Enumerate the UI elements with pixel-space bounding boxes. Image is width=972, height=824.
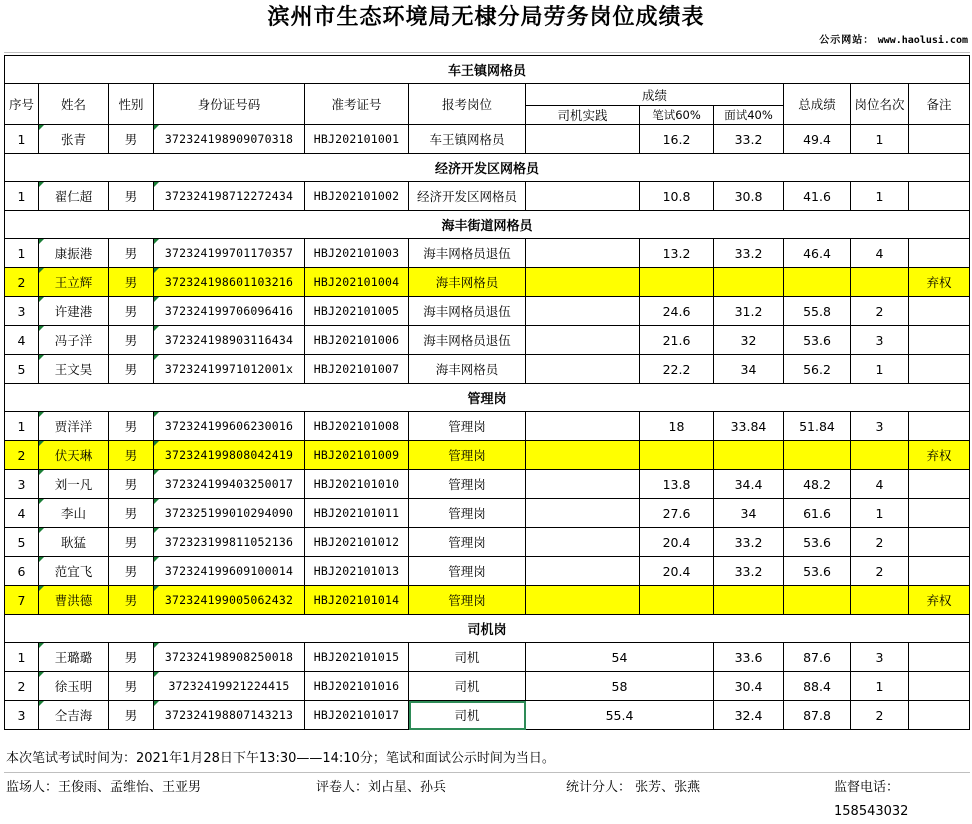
header-remark[interactable]: 备注 — [909, 84, 970, 125]
table-row — [5, 125, 970, 154]
name-cell[interactable]: 耿猛 — [39, 528, 109, 557]
seq-cell[interactable]: 4 — [5, 326, 39, 355]
remark-cell[interactable] — [909, 643, 970, 672]
section-row — [5, 154, 970, 182]
interview-cell[interactable]: 34.4 — [714, 470, 784, 499]
remark-cell[interactable]: 弃权 — [909, 441, 970, 470]
section-row — [5, 56, 970, 84]
interview-cell[interactable]: 32.4 — [714, 701, 784, 730]
graders-text: 评卷人：刘占星、孙兵 — [316, 780, 447, 795]
practice-cell[interactable] — [526, 239, 640, 268]
section-title[interactable]: 经济开发区网格员 — [5, 154, 970, 182]
name-cell[interactable]: 李山 — [39, 499, 109, 528]
gender-cell[interactable]: 男 — [109, 643, 154, 672]
ticket-cell[interactable]: HBJ202101011 — [305, 499, 409, 528]
gender-cell[interactable]: 男 — [109, 297, 154, 326]
rank-cell[interactable]: 2 — [851, 297, 909, 326]
name-cell[interactable]: 康振港 — [39, 239, 109, 268]
seq-cell[interactable]: 1 — [5, 239, 39, 268]
seq-cell[interactable]: 2 — [5, 672, 39, 701]
rank-cell[interactable] — [851, 441, 909, 470]
total-cell[interactable]: 88.4 — [784, 672, 851, 701]
total-cell[interactable]: 87.8 — [784, 701, 851, 730]
remark-cell[interactable] — [909, 326, 970, 355]
exam-time-note: 本次笔试考试时间为：2021年1月28日下午13:30——14:10分；笔试和面试公示时间为当日。 — [6, 751, 555, 766]
name-cell[interactable]: 翟仁超 — [39, 182, 109, 211]
interview-cell[interactable]: 30.8 — [714, 182, 784, 211]
post-cell[interactable]: 司机 — [409, 701, 526, 730]
total-cell[interactable]: 56.2 — [784, 355, 851, 384]
ticket-cell[interactable]: HBJ202101010 — [305, 470, 409, 499]
section-row — [5, 211, 970, 239]
rank-cell[interactable]: 4 — [851, 239, 909, 268]
name-cell[interactable]: 张青 — [39, 125, 109, 154]
id-cell[interactable]: 372324199701170357 — [154, 239, 305, 268]
remark-cell[interactable] — [909, 355, 970, 384]
table-row — [5, 355, 970, 384]
gender-cell[interactable]: 男 — [109, 239, 154, 268]
remark-cell[interactable] — [909, 182, 970, 211]
post-cell[interactable]: 海丰网格员 — [409, 355, 526, 384]
id-cell[interactable]: 372324198909070318 — [154, 125, 305, 154]
rank-cell[interactable] — [851, 268, 909, 297]
id-cell[interactable]: 372324199403250017 — [154, 470, 305, 499]
practice-cell[interactable] — [526, 557, 640, 586]
website-url[interactable]: www.haolusi.com — [877, 35, 968, 46]
interview-cell[interactable]: 33.6 — [714, 643, 784, 672]
post-cell[interactable]: 管理岗 — [409, 499, 526, 528]
name-cell[interactable]: 范宜飞 — [39, 557, 109, 586]
total-cell[interactable] — [784, 586, 851, 615]
remark-cell[interactable] — [909, 528, 970, 557]
written-cell[interactable]: 27.6 — [640, 499, 714, 528]
total-cell[interactable]: 51.84 — [784, 412, 851, 441]
rank-cell[interactable]: 1 — [851, 672, 909, 701]
table-row — [5, 441, 970, 470]
table-row — [5, 326, 970, 355]
remark-cell[interactable] — [909, 125, 970, 154]
seq-cell[interactable]: 7 — [5, 586, 39, 615]
ticket-cell[interactable]: HBJ202101015 — [305, 643, 409, 672]
seq-cell[interactable]: 1 — [5, 125, 39, 154]
table-row — [5, 557, 970, 586]
practice-cell[interactable] — [526, 412, 640, 441]
total-cell[interactable]: 55.8 — [784, 297, 851, 326]
table-row — [5, 672, 970, 701]
header-gender[interactable]: 性别 — [109, 84, 154, 125]
id-cell[interactable]: 37232419921224415 — [154, 672, 305, 701]
total-cell[interactable]: 41.6 — [784, 182, 851, 211]
practice-cell[interactable]: 54 — [526, 643, 714, 672]
id-cell[interactable]: 372324199808042419 — [154, 441, 305, 470]
seq-cell[interactable]: 1 — [5, 412, 39, 441]
header-seq[interactable]: 序号 — [5, 84, 39, 125]
table-row — [5, 470, 970, 499]
header-name[interactable]: 姓名 — [39, 84, 109, 125]
tallies-text: 统计分人： 张芳、张燕 — [566, 780, 701, 795]
gender-cell[interactable]: 男 — [109, 499, 154, 528]
website-notice — [819, 33, 968, 49]
header-post[interactable]: 报考岗位 — [409, 84, 526, 125]
id-cell[interactable]: 372324198908250018 — [154, 643, 305, 672]
table-row — [5, 499, 970, 528]
section-row — [5, 615, 970, 643]
seq-cell[interactable]: 3 — [5, 297, 39, 326]
gender-cell[interactable]: 男 — [109, 182, 154, 211]
seq-cell[interactable]: 5 — [5, 528, 39, 557]
written-cell[interactable]: 20.4 — [640, 528, 714, 557]
practice-cell[interactable] — [526, 182, 640, 211]
written-cell[interactable]: 20.4 — [640, 557, 714, 586]
total-cell[interactable]: 53.6 — [784, 326, 851, 355]
header-practice[interactable]: 司机实践 — [526, 106, 640, 125]
interview-cell[interactable] — [714, 586, 784, 615]
post-cell[interactable]: 管理岗 — [409, 586, 526, 615]
total-cell[interactable]: 46.4 — [784, 239, 851, 268]
practice-cell[interactable] — [526, 499, 640, 528]
interview-cell[interactable]: 33.2 — [714, 557, 784, 586]
ticket-cell[interactable]: HBJ202101008 — [305, 412, 409, 441]
remark-cell[interactable] — [909, 701, 970, 730]
interview-cell[interactable]: 33.84 — [714, 412, 784, 441]
remark-cell[interactable]: 弃权 — [909, 586, 970, 615]
section-title[interactable]: 司机岗 — [5, 615, 970, 643]
section-title[interactable]: 海丰街道网格员 — [5, 211, 970, 239]
gender-cell[interactable]: 男 — [109, 701, 154, 730]
ticket-cell[interactable]: HBJ202101002 — [305, 182, 409, 211]
header-ticket[interactable]: 准考证号 — [305, 84, 409, 125]
post-cell[interactable]: 管理岗 — [409, 528, 526, 557]
post-cell[interactable]: 海丰网格员 — [409, 268, 526, 297]
rank-cell[interactable]: 2 — [851, 701, 909, 730]
post-cell[interactable]: 管理岗 — [409, 557, 526, 586]
table-row — [5, 182, 970, 211]
gender-cell[interactable]: 男 — [109, 412, 154, 441]
ticket-cell[interactable]: HBJ202101001 — [305, 125, 409, 154]
seq-cell[interactable]: 2 — [5, 441, 39, 470]
written-cell[interactable]: 22.2 — [640, 355, 714, 384]
section-row — [5, 384, 970, 412]
ticket-cell[interactable]: HBJ202101016 — [305, 672, 409, 701]
footer-divider — [4, 772, 970, 773]
id-cell[interactable]: 372325199010294090 — [154, 499, 305, 528]
post-cell[interactable]: 司机 — [409, 643, 526, 672]
written-cell[interactable] — [640, 268, 714, 297]
id-cell[interactable]: 372324199609100014 — [154, 557, 305, 586]
rank-cell[interactable] — [851, 586, 909, 615]
proctors-text: 监场人：王俊雨、孟维怡、王亚男 — [6, 780, 202, 795]
practice-cell[interactable] — [526, 470, 640, 499]
remark-cell[interactable] — [909, 672, 970, 701]
seq-cell[interactable]: 3 — [5, 701, 39, 730]
id-cell[interactable]: 372324199606230016 — [154, 412, 305, 441]
total-cell[interactable]: 53.6 — [784, 557, 851, 586]
header-id[interactable]: 身份证号码 — [154, 84, 305, 125]
name-cell[interactable]: 伏天琳 — [39, 441, 109, 470]
ticket-cell[interactable]: HBJ202101006 — [305, 326, 409, 355]
seq-cell[interactable]: 2 — [5, 268, 39, 297]
practice-cell[interactable] — [526, 326, 640, 355]
gender-cell[interactable]: 男 — [109, 586, 154, 615]
name-cell[interactable]: 王璐璐 — [39, 643, 109, 672]
gender-cell[interactable]: 男 — [109, 470, 154, 499]
name-cell[interactable]: 王文昊 — [39, 355, 109, 384]
gender-cell[interactable]: 男 — [109, 125, 154, 154]
section-title[interactable]: 管理岗 — [5, 384, 970, 412]
interview-cell[interactable]: 34 — [714, 499, 784, 528]
rank-cell[interactable]: 1 — [851, 355, 909, 384]
written-cell[interactable]: 13.2 — [640, 239, 714, 268]
name-cell[interactable]: 仝吉海 — [39, 701, 109, 730]
written-cell[interactable]: 21.6 — [640, 326, 714, 355]
post-cell[interactable]: 车王镇网格员 — [409, 125, 526, 154]
interview-cell[interactable] — [714, 441, 784, 470]
practice-cell[interactable] — [526, 586, 640, 615]
practice-cell[interactable]: 58 — [526, 672, 714, 701]
ticket-cell[interactable]: HBJ202101003 — [305, 239, 409, 268]
remark-cell[interactable] — [909, 297, 970, 326]
id-cell[interactable]: 372324198903116434 — [154, 326, 305, 355]
total-cell[interactable] — [784, 268, 851, 297]
seq-cell[interactable]: 6 — [5, 557, 39, 586]
seq-cell[interactable]: 3 — [5, 470, 39, 499]
practice-cell[interactable]: 55.4 — [526, 701, 714, 730]
rank-cell[interactable]: 3 — [851, 412, 909, 441]
table-row — [5, 297, 970, 326]
total-cell[interactable] — [784, 441, 851, 470]
ticket-cell[interactable]: HBJ202101013 — [305, 557, 409, 586]
ticket-cell[interactable]: HBJ202101004 — [305, 268, 409, 297]
table-row — [5, 586, 970, 615]
score-table — [4, 55, 970, 730]
gender-cell[interactable]: 男 — [109, 326, 154, 355]
ticket-cell[interactable]: HBJ202101005 — [305, 297, 409, 326]
written-cell[interactable] — [640, 441, 714, 470]
practice-cell[interactable] — [526, 297, 640, 326]
post-cell[interactable]: 管理岗 — [409, 470, 526, 499]
post-cell[interactable]: 经济开发区网格员 — [409, 182, 526, 211]
id-cell[interactable]: 372324198807143213 — [154, 701, 305, 730]
seq-cell[interactable]: 5 — [5, 355, 39, 384]
id-cell[interactable]: 372324198601103216 — [154, 268, 305, 297]
table-row — [5, 239, 970, 268]
header-written[interactable]: 笔试60% — [640, 106, 714, 125]
hotline-text: 监督电话：158543032 — [834, 780, 909, 819]
practice-cell[interactable] — [526, 268, 640, 297]
rank-cell[interactable]: 2 — [851, 528, 909, 557]
gender-cell[interactable]: 男 — [109, 557, 154, 586]
id-cell[interactable]: 372323199811052136 — [154, 528, 305, 557]
total-cell[interactable]: 61.6 — [784, 499, 851, 528]
header-score-group[interactable]: 成绩 — [526, 84, 784, 106]
remark-cell[interactable] — [909, 557, 970, 586]
rank-cell[interactable]: 1 — [851, 182, 909, 211]
written-cell[interactable]: 10.8 — [640, 182, 714, 211]
website-label: 公示网站： — [819, 35, 875, 46]
id-cell[interactable]: 372324199706096416 — [154, 297, 305, 326]
written-cell[interactable]: 18 — [640, 412, 714, 441]
rank-cell[interactable]: 3 — [851, 643, 909, 672]
id-cell[interactable]: 37232419971012001x — [154, 355, 305, 384]
interview-cell[interactable]: 32 — [714, 326, 784, 355]
header-total[interactable]: 总成绩 — [784, 84, 851, 125]
post-cell[interactable]: 海丰网格员退伍 — [409, 297, 526, 326]
post-cell[interactable]: 管理岗 — [409, 412, 526, 441]
table-row — [5, 412, 970, 441]
rank-cell[interactable]: 1 — [851, 125, 909, 154]
total-cell[interactable]: 53.6 — [784, 528, 851, 557]
name-cell[interactable]: 王立辉 — [39, 268, 109, 297]
remark-cell[interactable] — [909, 470, 970, 499]
table-row — [5, 528, 970, 557]
ticket-cell[interactable]: HBJ202101012 — [305, 528, 409, 557]
written-cell[interactable]: 16.2 — [640, 125, 714, 154]
written-cell[interactable] — [640, 586, 714, 615]
remark-cell[interactable] — [909, 412, 970, 441]
header-rank[interactable]: 岗位名次 — [851, 84, 909, 125]
ticket-cell[interactable]: HBJ202101017 — [305, 701, 409, 730]
total-cell[interactable]: 48.2 — [784, 470, 851, 499]
ticket-cell[interactable]: HBJ202101009 — [305, 441, 409, 470]
interview-cell[interactable]: 30.4 — [714, 672, 784, 701]
section-title[interactable]: 车王镇网格员 — [5, 56, 970, 84]
name-cell[interactable]: 许建港 — [39, 297, 109, 326]
gender-cell[interactable]: 男 — [109, 672, 154, 701]
rank-cell[interactable]: 2 — [851, 557, 909, 586]
interview-cell[interactable]: 33.2 — [714, 528, 784, 557]
header-interview[interactable]: 面试40% — [714, 106, 784, 125]
seq-cell[interactable]: 1 — [5, 182, 39, 211]
practice-cell[interactable] — [526, 125, 640, 154]
gender-cell[interactable]: 男 — [109, 268, 154, 297]
written-cell[interactable]: 24.6 — [640, 297, 714, 326]
name-cell[interactable]: 徐玉明 — [39, 672, 109, 701]
rank-cell[interactable]: 4 — [851, 470, 909, 499]
gender-cell[interactable]: 男 — [109, 528, 154, 557]
post-cell[interactable]: 海丰网格员退伍 — [409, 239, 526, 268]
id-cell[interactable]: 372324198712272434 — [154, 182, 305, 211]
remark-cell[interactable] — [909, 239, 970, 268]
rank-cell[interactable]: 1 — [851, 499, 909, 528]
practice-cell[interactable] — [526, 528, 640, 557]
gender-cell[interactable]: 男 — [109, 355, 154, 384]
post-cell[interactable]: 司机 — [409, 672, 526, 701]
gender-cell[interactable]: 男 — [109, 441, 154, 470]
name-cell[interactable]: 刘一凡 — [39, 470, 109, 499]
total-cell[interactable]: 49.4 — [784, 125, 851, 154]
ticket-cell[interactable]: HBJ202101014 — [305, 586, 409, 615]
title-divider — [4, 52, 970, 53]
written-cell[interactable]: 13.8 — [640, 470, 714, 499]
interview-cell[interactable]: 31.2 — [714, 297, 784, 326]
total-cell[interactable]: 87.6 — [784, 643, 851, 672]
interview-cell[interactable]: 33.2 — [714, 239, 784, 268]
seq-cell[interactable]: 4 — [5, 499, 39, 528]
practice-cell[interactable] — [526, 441, 640, 470]
interview-cell[interactable] — [714, 268, 784, 297]
page-title: 滨州市生态环境局无棣分局劳务岗位成绩表 — [267, 4, 705, 30]
table-row — [5, 701, 970, 730]
header-row — [5, 84, 970, 106]
table-row — [5, 268, 970, 297]
interview-cell[interactable]: 34 — [714, 355, 784, 384]
seq-cell[interactable]: 1 — [5, 643, 39, 672]
id-cell[interactable]: 372324199005062432 — [154, 586, 305, 615]
name-cell[interactable]: 曹洪德 — [39, 586, 109, 615]
name-cell[interactable]: 冯子洋 — [39, 326, 109, 355]
post-cell[interactable]: 管理岗 — [409, 441, 526, 470]
remark-cell[interactable]: 弃权 — [909, 268, 970, 297]
name-cell[interactable]: 贾洋洋 — [39, 412, 109, 441]
remark-cell[interactable] — [909, 499, 970, 528]
rank-cell[interactable]: 3 — [851, 326, 909, 355]
ticket-cell[interactable]: HBJ202101007 — [305, 355, 409, 384]
interview-cell[interactable]: 33.2 — [714, 125, 784, 154]
table-row — [5, 643, 970, 672]
post-cell[interactable]: 海丰网格员退伍 — [409, 326, 526, 355]
practice-cell[interactable] — [526, 355, 640, 384]
